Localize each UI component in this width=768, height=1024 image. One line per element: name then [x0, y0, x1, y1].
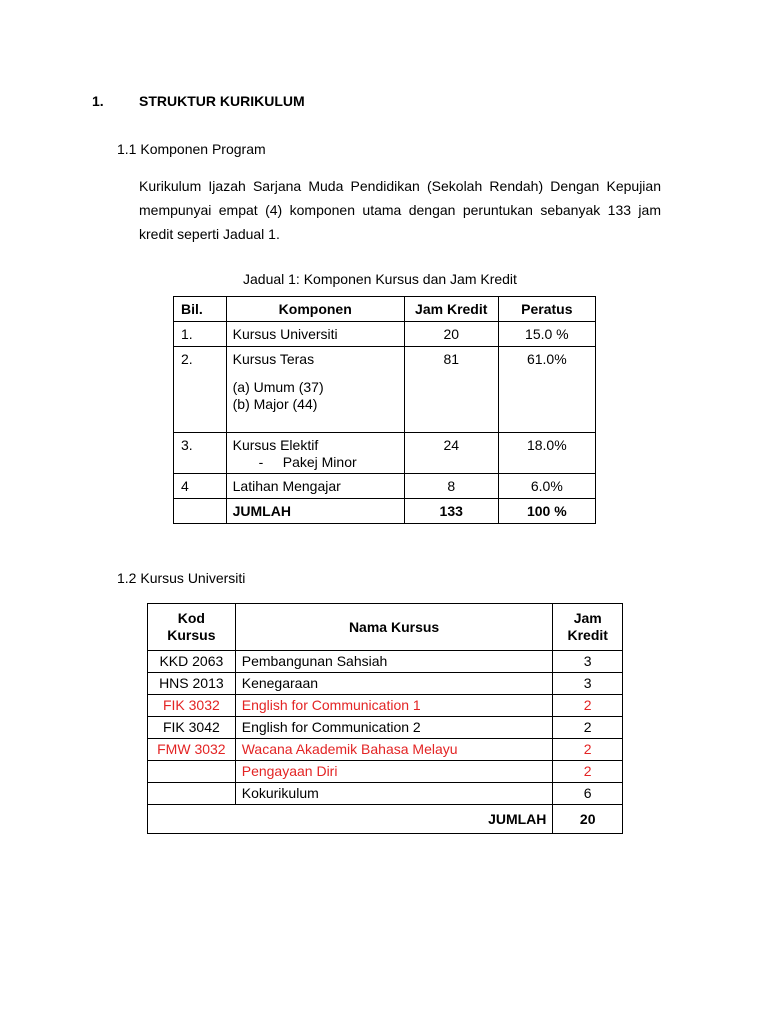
table-header-row [174, 297, 596, 322]
cell-kod [148, 761, 236, 783]
cell-komponen [226, 347, 404, 433]
komponen-table [173, 296, 596, 524]
cell-nama: Kenegaraan [235, 673, 553, 695]
cell-jam: 8 [404, 474, 498, 499]
header-jam-kredit: Jam Kredit [553, 604, 623, 651]
cell-nama: Wacana Akademik Bahasa Melayu [235, 739, 553, 761]
total-peratus: 100 % [498, 499, 595, 524]
cell-nama: English for Communication 1 [235, 695, 553, 717]
table-row [148, 673, 623, 695]
cell-peratus: 6.0% [498, 474, 595, 499]
cell-jam: 3 [553, 673, 623, 695]
cell-jam: 2 [553, 739, 623, 761]
komponen-label: Kursus Teras [232, 351, 315, 367]
total-jam: 20 [553, 805, 623, 834]
table-row-highlighted [148, 761, 623, 783]
cell-peratus: 15.0 % [498, 322, 595, 347]
table-row [174, 474, 596, 499]
total-label: JUMLAH [148, 805, 553, 834]
table-row [148, 783, 623, 805]
cell-bil: 1. [174, 322, 227, 347]
header-komponen: Komponen [226, 297, 404, 322]
header-kod-kursus: Kod Kursus [148, 604, 236, 651]
table1-caption: Jadual 1: Komponen Kursus dan Jam Kredit [243, 271, 517, 287]
section-title: STRUKTUR KURIKULUM [139, 93, 305, 109]
cell-jam: 3 [553, 651, 623, 673]
header-bil: Bil. [174, 297, 227, 322]
intro-paragraph: Kurikulum Ijazah Sarjana Muda Pendidikan (Sekolah Rendah) Dengan Kepujian mempunyai empat (4) komponen utama dengan peruntukan sebanyak 133 jam kredit seperti Jadual 1. [139, 178, 661, 242]
cell-jam: 20 [404, 322, 498, 347]
table-row-highlighted [148, 695, 623, 717]
cell-peratus: 18.0% [498, 433, 595, 474]
cell-nama: Kokurikulum [235, 783, 553, 805]
cell-kod: FIK 3032 [148, 695, 236, 717]
total-jam: 133 [404, 499, 498, 524]
cell-kod: HNS 2013 [148, 673, 236, 695]
cell-empty [174, 499, 227, 524]
cell-jam: 2 [553, 695, 623, 717]
cell-komponen: Latihan Mengajar [226, 474, 404, 499]
table-row [174, 433, 596, 474]
cell-bil: 2. [174, 347, 227, 433]
komponen-sub-b: (b) Major (44) [232, 396, 318, 412]
table-total-row [148, 805, 623, 834]
cell-kod: FIK 3042 [148, 717, 236, 739]
cell-jam: 2 [553, 761, 623, 783]
cell-kod: KKD 2063 [148, 651, 236, 673]
total-label: JUMLAH [226, 499, 404, 524]
section-number: 1. [92, 93, 104, 109]
cell-jam: 24 [404, 433, 498, 474]
subsection-title-2: 1.2 Kursus Universiti [117, 570, 246, 586]
cell-bil: 3. [174, 433, 227, 474]
komponen-sub-a: (a) Umum (37) [232, 379, 324, 395]
cell-nama: Pengayaan Diri [235, 761, 553, 783]
cell-nama: English for Communication 2 [235, 717, 553, 739]
table-row [174, 347, 596, 433]
cell-komponen: Kursus Universiti [226, 322, 404, 347]
section-heading [92, 93, 305, 109]
komponen-label: Kursus Elektif [232, 437, 319, 453]
header-nama-kursus: Nama Kursus [235, 604, 553, 651]
kursus-universiti-table [147, 603, 623, 834]
table-header-row [148, 604, 623, 651]
table-row [148, 717, 623, 739]
cell-kod: FMW 3032 [148, 739, 236, 761]
cell-jam: 81 [404, 347, 498, 433]
table-row [174, 322, 596, 347]
subsection-title-1: 1.1 Komponen Program [117, 141, 266, 157]
cell-jam: 2 [553, 717, 623, 739]
header-jam-kredit: Jam Kredit [404, 297, 498, 322]
cell-nama: Pembangunan Sahsiah [235, 651, 553, 673]
table-row-highlighted [148, 739, 623, 761]
komponen-sub: - Pakej Minor [258, 454, 357, 470]
header-peratus: Peratus [498, 297, 595, 322]
cell-jam: 6 [553, 783, 623, 805]
table-total-row [174, 499, 596, 524]
cell-kod [148, 783, 236, 805]
cell-bil: 4 [174, 474, 227, 499]
table-row [148, 651, 623, 673]
cell-komponen [226, 433, 404, 474]
cell-peratus: 61.0% [498, 347, 595, 433]
